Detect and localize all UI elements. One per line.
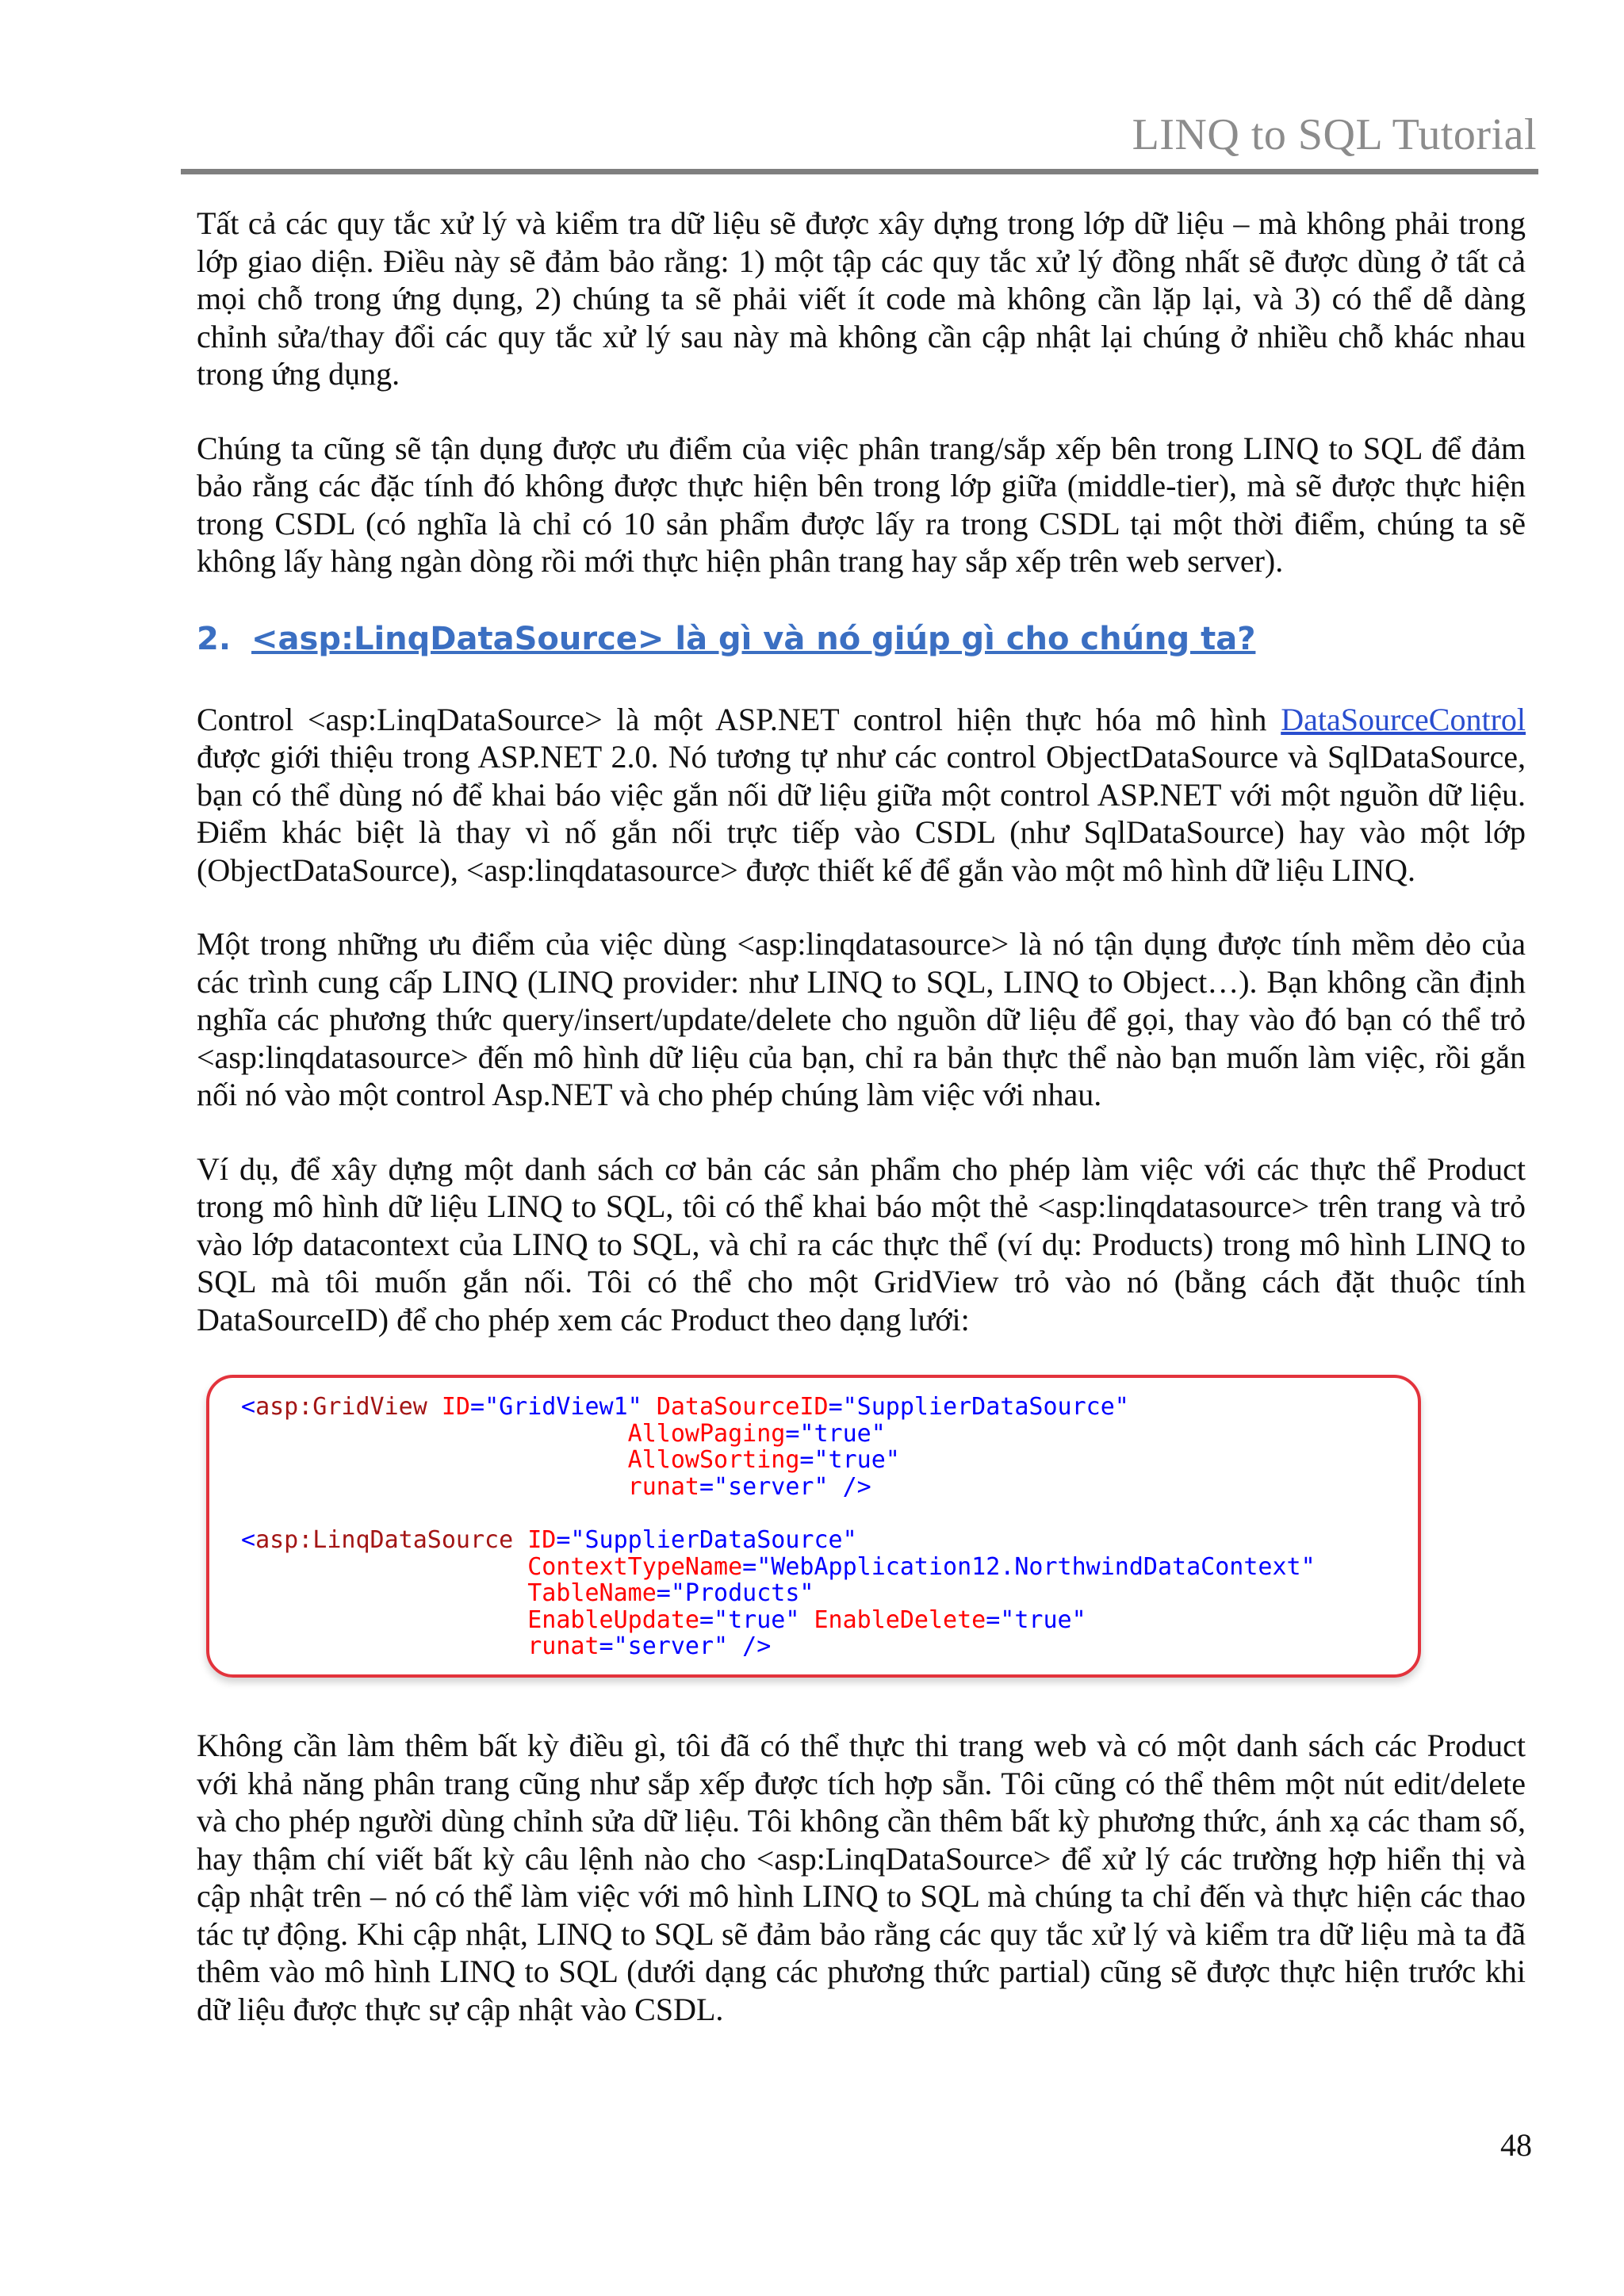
paragraph-paging-sorting: Chúng ta cũng sẽ tận dụng được ưu điểm của việc phân trang/sắp xếp bên trong LINQ to SQL để đảm bảo rằng các đặc tính đó không được thực hiện bên trong lớp giữa (middle-tier), mà sẽ được thực hiện trong CSDL (có nghĩa là chỉ có 10 sản phẩm được lấy ra trong CSDL tại một thời điểm, chúng ta sẽ không lấy hàng ngàn dòng rồi mới thực hiện phân trang hay sắp xếp trên web server). <box>197 430 1526 579</box>
code-sample: <asp:GridView ID="GridView1" DataSourceID="SupplierDataSource" AllowPaging="true" AllowSorting="true" runat="server" /> <asp:LinqDataSource ID="SupplierDataSource" ContextTypeName="WebApplication12.NorthwindDataContext" TableName="Products" EnableUpdate="true" EnableDelete="true" runat="server" /> <box>241 1393 1316 1661</box>
section-heading <box>197 617 1526 661</box>
paragraph-linqdatasource-intro <box>197 701 1526 890</box>
code-sample-figure <box>206 1375 1421 1678</box>
header-divider <box>181 169 1538 174</box>
paragraph-linq-providers: Một trong những ưu điểm của việc dùng <asp:linqdatasource> là nó tận dụng được tính mềm dẻo của các trình cung cấp LINQ (LINQ provider: như LINQ to SQL, LINQ to Object…). Bạn không cần định nghĩa các phương thức query/insert/update/delete cho nguồn dữ liệu để gọi, thay vào đó bạn có thể trỏ <asp:linqdatasource> đến mô hình dữ liệu của bạn, chỉ ra bản thực thể nào bạn muốn làm việc, rồi gắn nối nó vào một control Asp.NET và cho phép chúng làm việc với nhau. <box>197 926 1526 1112</box>
paragraph-text-before-link: Control <asp:LinqDataSource> là một ASP.NET control hiện thực hóa mô hình <box>197 701 1281 737</box>
page-number: 48 <box>1500 2127 1532 2163</box>
paragraph-result-summary: Không cần làm thêm bất kỳ điều gì, tôi đã có thể thực thi trang web và có một danh sách các Product với khả năng phân trang cũng như sắp xếp được tích hợp sẵn. Tôi cũng có thể thêm một nút edit/delete và cho phép người dùng chỉnh sửa dữ liệu. Tôi không cần thêm bất kỳ phương thức, ánh xạ các tham số, hay thậm chí viết bất kỳ câu lệnh nào cho <asp:LinqDataSource> để xử lý các trường hợp hiển thị và cập nhật trên – nó có thể làm việc với mô hình LINQ to SQL mà chúng ta chỉ đến và thực hiện các thao tác tự động. Khi cập nhật, LINQ to SQL sẽ đảm bảo rằng các quy tắc xử lý và kiểm tra dữ liệu mà ta đã thêm vào mô hình LINQ to SQL (dưới dạng các phương thức partial) cũng sẽ được thực hiện trước khi dữ liệu được thực sự cập nhật vào CSDL. <box>197 1728 1526 2027</box>
running-header-title: LINQ to SQL Tutorial <box>1132 110 1537 159</box>
page-body <box>197 205 1526 2064</box>
section-number: 2. <box>197 620 232 657</box>
datasourcecontrol-link[interactable]: DataSourceControl <box>1281 701 1526 737</box>
paragraph-business-rules: Tất cả các quy tắc xử lý và kiểm tra dữ liệu sẽ được xây dựng trong lớp dữ liệu – mà không phải trong lớp giao diện. Điều này sẽ đảm bảo rằng: 1) một tập các quy tắc xử lý đồng nhất sẽ được dùng ở tất cả mọi chỗ trong ứng dụng, 2) chúng ta sẽ phải viết ít code mà không cần lặp lại, và 3) có thể dễ dàng chỉnh sửa/thay đổi các quy tắc xử lý sau này mà không cần cập nhật lại chúng ở nhiều chỗ khác nhau trong ứng dụng. <box>197 205 1526 392</box>
paragraph-text-after-link: được giới thiệu trong ASP.NET 2.0. Nó tương tự như các control ObjectDataSource và SqlDataSource, bạn có thể dùng nó để khai báo việc gắn nối dữ liệu giữa một control ASP.NET với một nguồn dữ liệu. Điểm khác biệt là thay vì nố gắn nối trực tiếp vào CSDL (như SqlDataSource) hay vào một lớp (ObjectDataSource), <asp:linqdatasource> được thiết kế để gắn vào một mô hình dữ liệu LINQ. <box>197 739 1526 888</box>
section-title[interactable]: <asp:LinqDataSource> là gì và nó giúp gì cho chúng ta? <box>251 620 1256 657</box>
paragraph-gridview-example: Ví dụ, để xây dựng một danh sách cơ bản các sản phẩm cho phép làm việc với các thực thể Product trong mô hình dữ liệu LINQ to SQL, tôi có thể khai báo một thẻ <asp:linqdatasource> trên trang và trỏ vào lớp datacontext của LINQ to SQL, và chỉ ra các thực thể (ví dụ: Products) trong mô hình LINQ to SQL mà tôi muốn gắn nối. Tôi có thể cho một GridView trỏ vào nó (bằng cách đặt thuộc tính DataSourceID) để cho phép xem các Product theo dạng lưới: <box>197 1150 1526 1337</box>
